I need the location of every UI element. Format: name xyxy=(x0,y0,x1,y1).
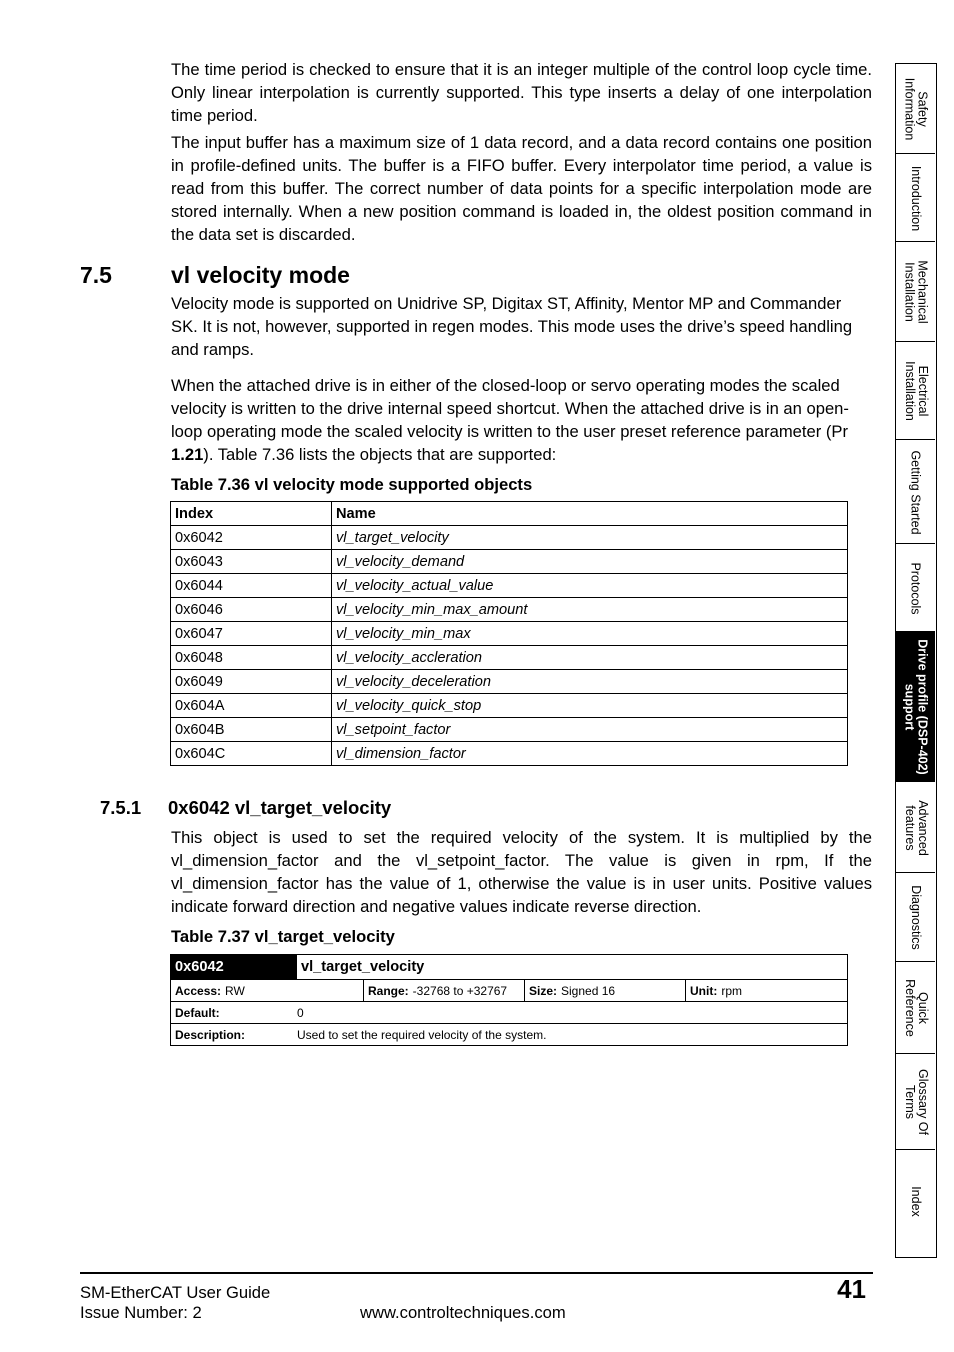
table-row xyxy=(171,598,848,622)
intro-paragraph-1: The time period is checked to ensure that it is an integer multiple of the control loop cycle time. Only linear interpolation is currently supported. This type inserts a delay of one interpolation time period. xyxy=(171,60,872,125)
chapter-tab[interactable] xyxy=(896,1053,935,1150)
parameter-ref: 1.21 xyxy=(171,445,204,464)
chapter-tab-label: Getting Started xyxy=(909,449,924,535)
table2-caption: Table 7.37 vl_target_velocity xyxy=(171,927,395,946)
object-detail-table xyxy=(170,954,848,1046)
object-index-cell: 0x6042 xyxy=(171,526,332,550)
detail-description-row xyxy=(171,1023,847,1045)
table-row xyxy=(171,550,848,574)
object-name-cell: vl_velocity_quick_stop xyxy=(332,694,848,718)
footer-website: www.controltechniques.com xyxy=(360,1303,566,1322)
chapter-tab[interactable] xyxy=(896,1149,935,1253)
access-cell: Access: RW xyxy=(171,980,364,1001)
chapter-tab[interactable] xyxy=(896,153,935,242)
chapter-tab[interactable] xyxy=(896,341,935,440)
subsection-heading xyxy=(100,797,391,819)
section-paragraph-1: Velocity mode is supported on Unidrive SP, Digitax ST, Affinity, Mentor MP and Commander SK. It is not, however, supported in regen modes. This mode uses the drive’s speed handling and ramps. xyxy=(171,294,853,359)
object-name-cell: vl_velocity_accleration xyxy=(332,646,848,670)
object-name-cell: vl_velocity_min_max xyxy=(332,622,848,646)
chapter-tab[interactable] xyxy=(896,439,935,544)
detail-header-row xyxy=(171,955,847,979)
table-row xyxy=(171,670,848,694)
section-number: 7.5 xyxy=(80,262,112,288)
subsection-number: 7.5.1 xyxy=(100,797,142,818)
object-index-cell: 0x6047 xyxy=(171,622,332,646)
object-index: 0x6042 xyxy=(171,955,297,979)
intro-paragraph-2: The input buffer has a maximum size of 1 data record, and a data record contains one position in profile-defined units. The buffer is a FIFO buffer. Every interpolator time period, a value is read from this buffer. The correct number of data points for a specific interpolation mode are stored internally. When a new position command is loaded in, the oldest position command in the data set is discarded. xyxy=(171,133,872,244)
chapter-tab[interactable] xyxy=(896,64,935,153)
object-index-cell: 0x6044 xyxy=(171,574,332,598)
object-index-cell: 0x6048 xyxy=(171,646,332,670)
chapter-tab-label: Introduction xyxy=(909,165,924,231)
section-paragraph-2: When the attached drive is in either of the closed-loop or servo operating modes the scaled velocity is written to the drive internal speed shortcut. When the attached drive is in an open-loop operating mode the scaled velocity is written to the user preset reference parameter (Pr 1.21). Table 7.36 lists the objects that are supported: xyxy=(171,376,849,464)
object-index-cell: 0x604A xyxy=(171,694,332,718)
chapter-tab-label: Glossary Of Terms xyxy=(902,1069,930,1135)
section-title: vl velocity mode xyxy=(171,262,350,288)
chapter-tab-label: Drive profile (DSP-402) support xyxy=(902,639,930,775)
chapter-tab[interactable] xyxy=(896,543,935,632)
chapter-tab-label: Protocols xyxy=(909,561,924,615)
object-name-cell: vl_target_velocity xyxy=(332,526,848,550)
table-row xyxy=(171,574,848,598)
column-header-index: Index xyxy=(171,502,332,526)
unit-cell: Unit: rpm xyxy=(690,983,742,998)
object-name-cell: vl_velocity_min_max_amount xyxy=(332,598,848,622)
description-value: Used to set the required velocity of the system. xyxy=(297,1027,547,1042)
object-index-cell: 0x604B xyxy=(171,718,332,742)
table-row xyxy=(171,718,848,742)
object-index-cell: 0x6049 xyxy=(171,670,332,694)
table-row xyxy=(171,694,848,718)
object-name-cell: vl_setpoint_factor xyxy=(332,718,848,742)
footer-issue: Issue Number: 2 xyxy=(80,1303,202,1322)
chapter-tab[interactable] xyxy=(896,961,935,1054)
range-cell: Range: -32768 to +32767 xyxy=(364,980,525,1001)
detail-default-row xyxy=(171,1001,847,1023)
page-number: 41 xyxy=(837,1274,866,1304)
object-name-cell: vl_dimension_factor xyxy=(332,742,848,766)
section-heading xyxy=(80,262,350,289)
table-header-row xyxy=(171,502,848,526)
chapter-tab[interactable] xyxy=(896,781,935,873)
footer-title: SM-EtherCAT User Guide xyxy=(80,1283,271,1302)
objects-table xyxy=(170,501,848,766)
chapter-tab-label: Diagnostics xyxy=(909,885,923,950)
chapter-tab[interactable] xyxy=(896,631,935,782)
table-row xyxy=(171,526,848,550)
default-value: 0 xyxy=(297,1005,304,1020)
chapter-tab-label: Mechanical Installation xyxy=(902,260,930,324)
description-label: Description: xyxy=(175,1027,246,1042)
object-name: vl_target_velocity xyxy=(301,959,425,975)
chapter-tab-label: Quick Reference xyxy=(902,979,930,1037)
chapter-tab-label: Electrical Installation xyxy=(902,361,930,421)
subsection-paragraph: This object is used to set the required velocity of the system. It is multiplied by the vl_dimension_factor and the vl_setpoint_factor. The value is given in rpm, If the vl_dimension_factor has the value of 1, otherwise the value is in user units. Positive values indicate forward direction and negative values indicate reverse direction. xyxy=(171,828,872,916)
chapter-tabs xyxy=(895,63,937,1258)
object-name-cell: vl_velocity_demand xyxy=(332,550,848,574)
chapter-tab-label: Index xyxy=(909,1186,923,1217)
detail-attributes-row xyxy=(171,979,847,1001)
table-row xyxy=(171,646,848,670)
table1-caption: Table 7.36 vl velocity mode supported objects xyxy=(171,475,533,494)
object-index-cell: 0x6043 xyxy=(171,550,332,574)
chapter-tab[interactable] xyxy=(896,872,935,962)
chapter-tab-label: Safety Information xyxy=(902,77,930,140)
object-index-cell: 0x6046 xyxy=(171,598,332,622)
column-header-name: Name xyxy=(332,502,848,526)
footer-rule xyxy=(80,1272,873,1274)
chapter-tab[interactable] xyxy=(896,241,935,342)
object-name-cell: vl_velocity_deceleration xyxy=(332,670,848,694)
default-label: Default: xyxy=(175,1005,220,1020)
table-row xyxy=(171,622,848,646)
table-row xyxy=(171,742,848,766)
chapter-tab-label: Advanced features xyxy=(902,799,930,856)
size-cell: Size: Signed 16 xyxy=(525,980,686,1001)
object-name-cell: vl_velocity_actual_value xyxy=(332,574,848,598)
subsection-title: 0x6042 vl_target_velocity xyxy=(168,797,392,818)
object-index-cell: 0x604C xyxy=(171,742,332,766)
